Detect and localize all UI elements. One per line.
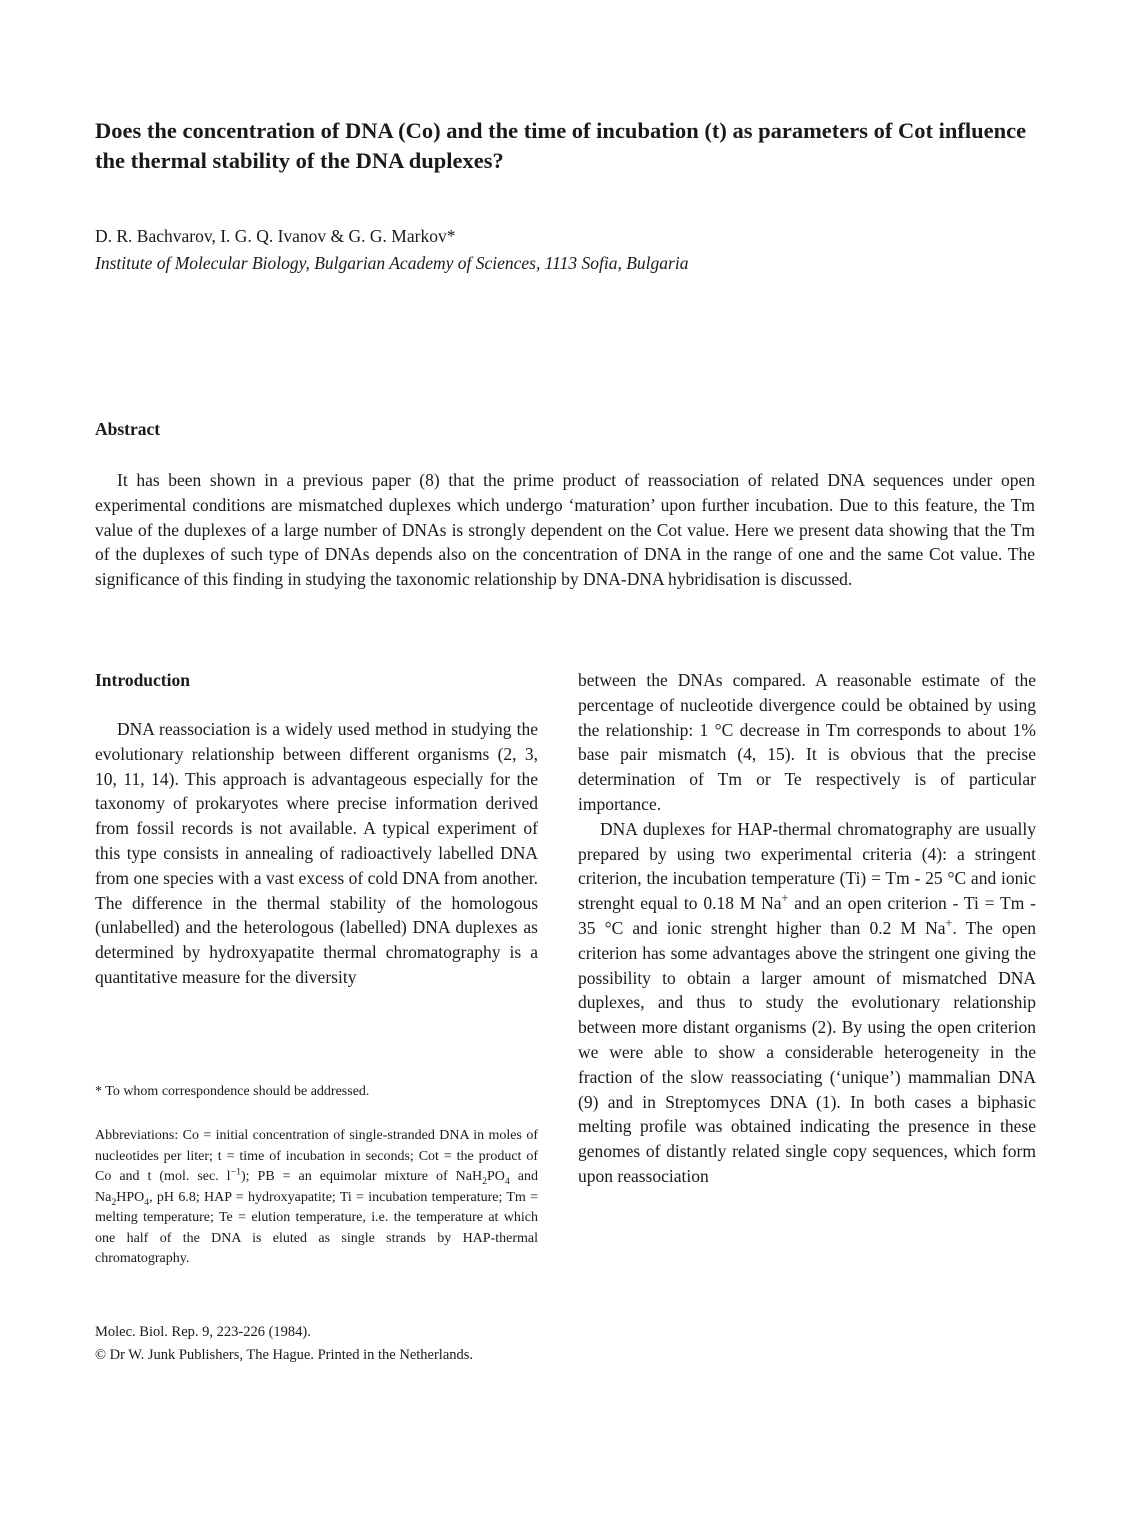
introduction-heading: Introduction [95, 670, 190, 690]
para3-text-a: DNA duplexes for HAP-thermal chromatography are usually prepared by using two experimental criteria (4): a stringent criterion, the incubation temperature (Ti) = Tm - 25 °C and ionic strenght equal to 0.18 M Na [578, 818, 1036, 914]
abbr-text: HPO [116, 1189, 145, 1205]
abbr-text: , pH 6.8; HAP = hydroxyapatite; Ti = incubation temperature; Tm = melting temperature; Te = elution temperature, i.e. the temperature at which one half of the DNA is eluted as single strands by HAP-thermal chromatography. [95, 1189, 538, 1266]
intro-paragraph-2: between the DNAs compared. A reasonable estimate of the percentage of nucleotide divergence could be obtained by using the relationship: 1 °C decrease in Tm corresponds to about 1% base pair mismatch (4, 15). It is obvious that the precise determination of Tm or Te respectively is of particular importance. [578, 670, 1036, 814]
abbr-text: PO [487, 1169, 505, 1184]
plus-superscript: + [781, 891, 789, 906]
abbreviations-footnote [95, 1126, 538, 1270]
right-column [578, 668, 1036, 1189]
abbr-subscript: 4 [144, 1196, 150, 1208]
abbr-subscript: 4 [504, 1175, 510, 1187]
author-list: D. R. Bachvarov, I. G. Q. Ivanov & G. G. Markov* [95, 226, 456, 246]
copyright-notice: © Dr W. Junk Publishers, The Hague. Printed in the Netherlands. [95, 1347, 474, 1363]
abstract-text: It has been shown in a previous paper (8) that the prime product of reassociation of related DNA sequences under open experimental conditions are mismatched duplexes which undergo ‘maturation’ upon further incubation. Due to this feature, the Tm value of the duplexes of a large number of DNAs is strongly dependent on the Cot value. Here we present data showing that the Tm of the duplexes of such type of DNAs depends also on the concentration of DNA in the range of one and the same Cot value. The significance of this finding in studying the taxonomic relationship by DNA-DNA hybridisation is discussed. [95, 470, 1035, 590]
abbr-superscript: −1 [230, 1166, 242, 1178]
abbr-text: and Na [95, 1169, 539, 1205]
abstract-heading: Abstract [95, 419, 161, 439]
intro-paragraph-3 [578, 817, 1036, 1189]
correspondence-footnote: * To whom correspondence should be addressed. [95, 1084, 370, 1099]
journal-citation: Molec. Biol. Rep. 9, 223-226 (1984). [95, 1324, 311, 1340]
abbr-text: ); PB = an equimolar mixture of NaH [241, 1169, 483, 1184]
para3-text-b: and an open criterion - Ti = Tm - 35 °C and ionic strenght higher than 0.2 M Na [578, 893, 1036, 938]
para3-text-c: . The open criterion has some advantages above the stringent one giving the possibility to obtain a larger amount of mismatched DNA duplexes, and thus to study the evolutionary relationship between more distant organisms (2). By using the open criterion we were able to show a considerable heterogeneity in the fraction of the slow reassociating (‘unique’) mammalian DNA (9) and in Streptomyces DNA (1). In both cases a biphasic melting profile was obtained indicating the presence in these genomes of distantly related single copy sequences, which form upon reassociation [578, 917, 1036, 1186]
abbr-text: Abbreviations: Co = initial concentration of single-stranded DNA in moles of nucleotides per liter; t = time of incubation in seconds; Cot = the product of Co and t (mol. sec. l [95, 1128, 538, 1184]
left-column [95, 717, 538, 990]
intro-paragraph-1: DNA reassociation is a widely used method in studying the evolutionary relationship between different organisms (2, 3, 10, 11, 14). This approach is advantageous especially for the taxonomy of prokaryotes where precise information derived from fossil records is not available. A typical experiment of this type consists in annealing of radioactively labelled DNA from one species with a vast excess of cold DNA from another. The difference in the thermal stability of the homologous (unlabelled) and the heterologous (labelled) DNA duplexes as determined by hydroxyapatite thermal chromatography is a quantitative measure for the diversity [95, 719, 538, 987]
affiliation: Institute of Molecular Biology, Bulgarian Academy of Sciences, 1113 Sofia, Bulgaria [95, 253, 689, 273]
plus-superscript: + [945, 916, 953, 931]
paper-title: Does the concentration of DNA (Co) and the time of incubation (t) as parameters of Cot influence the thermal stability of the DNA duplexes? [95, 118, 1027, 173]
abbr-subscript: 2 [111, 1196, 117, 1208]
abbr-subscript: 2 [482, 1175, 487, 1187]
